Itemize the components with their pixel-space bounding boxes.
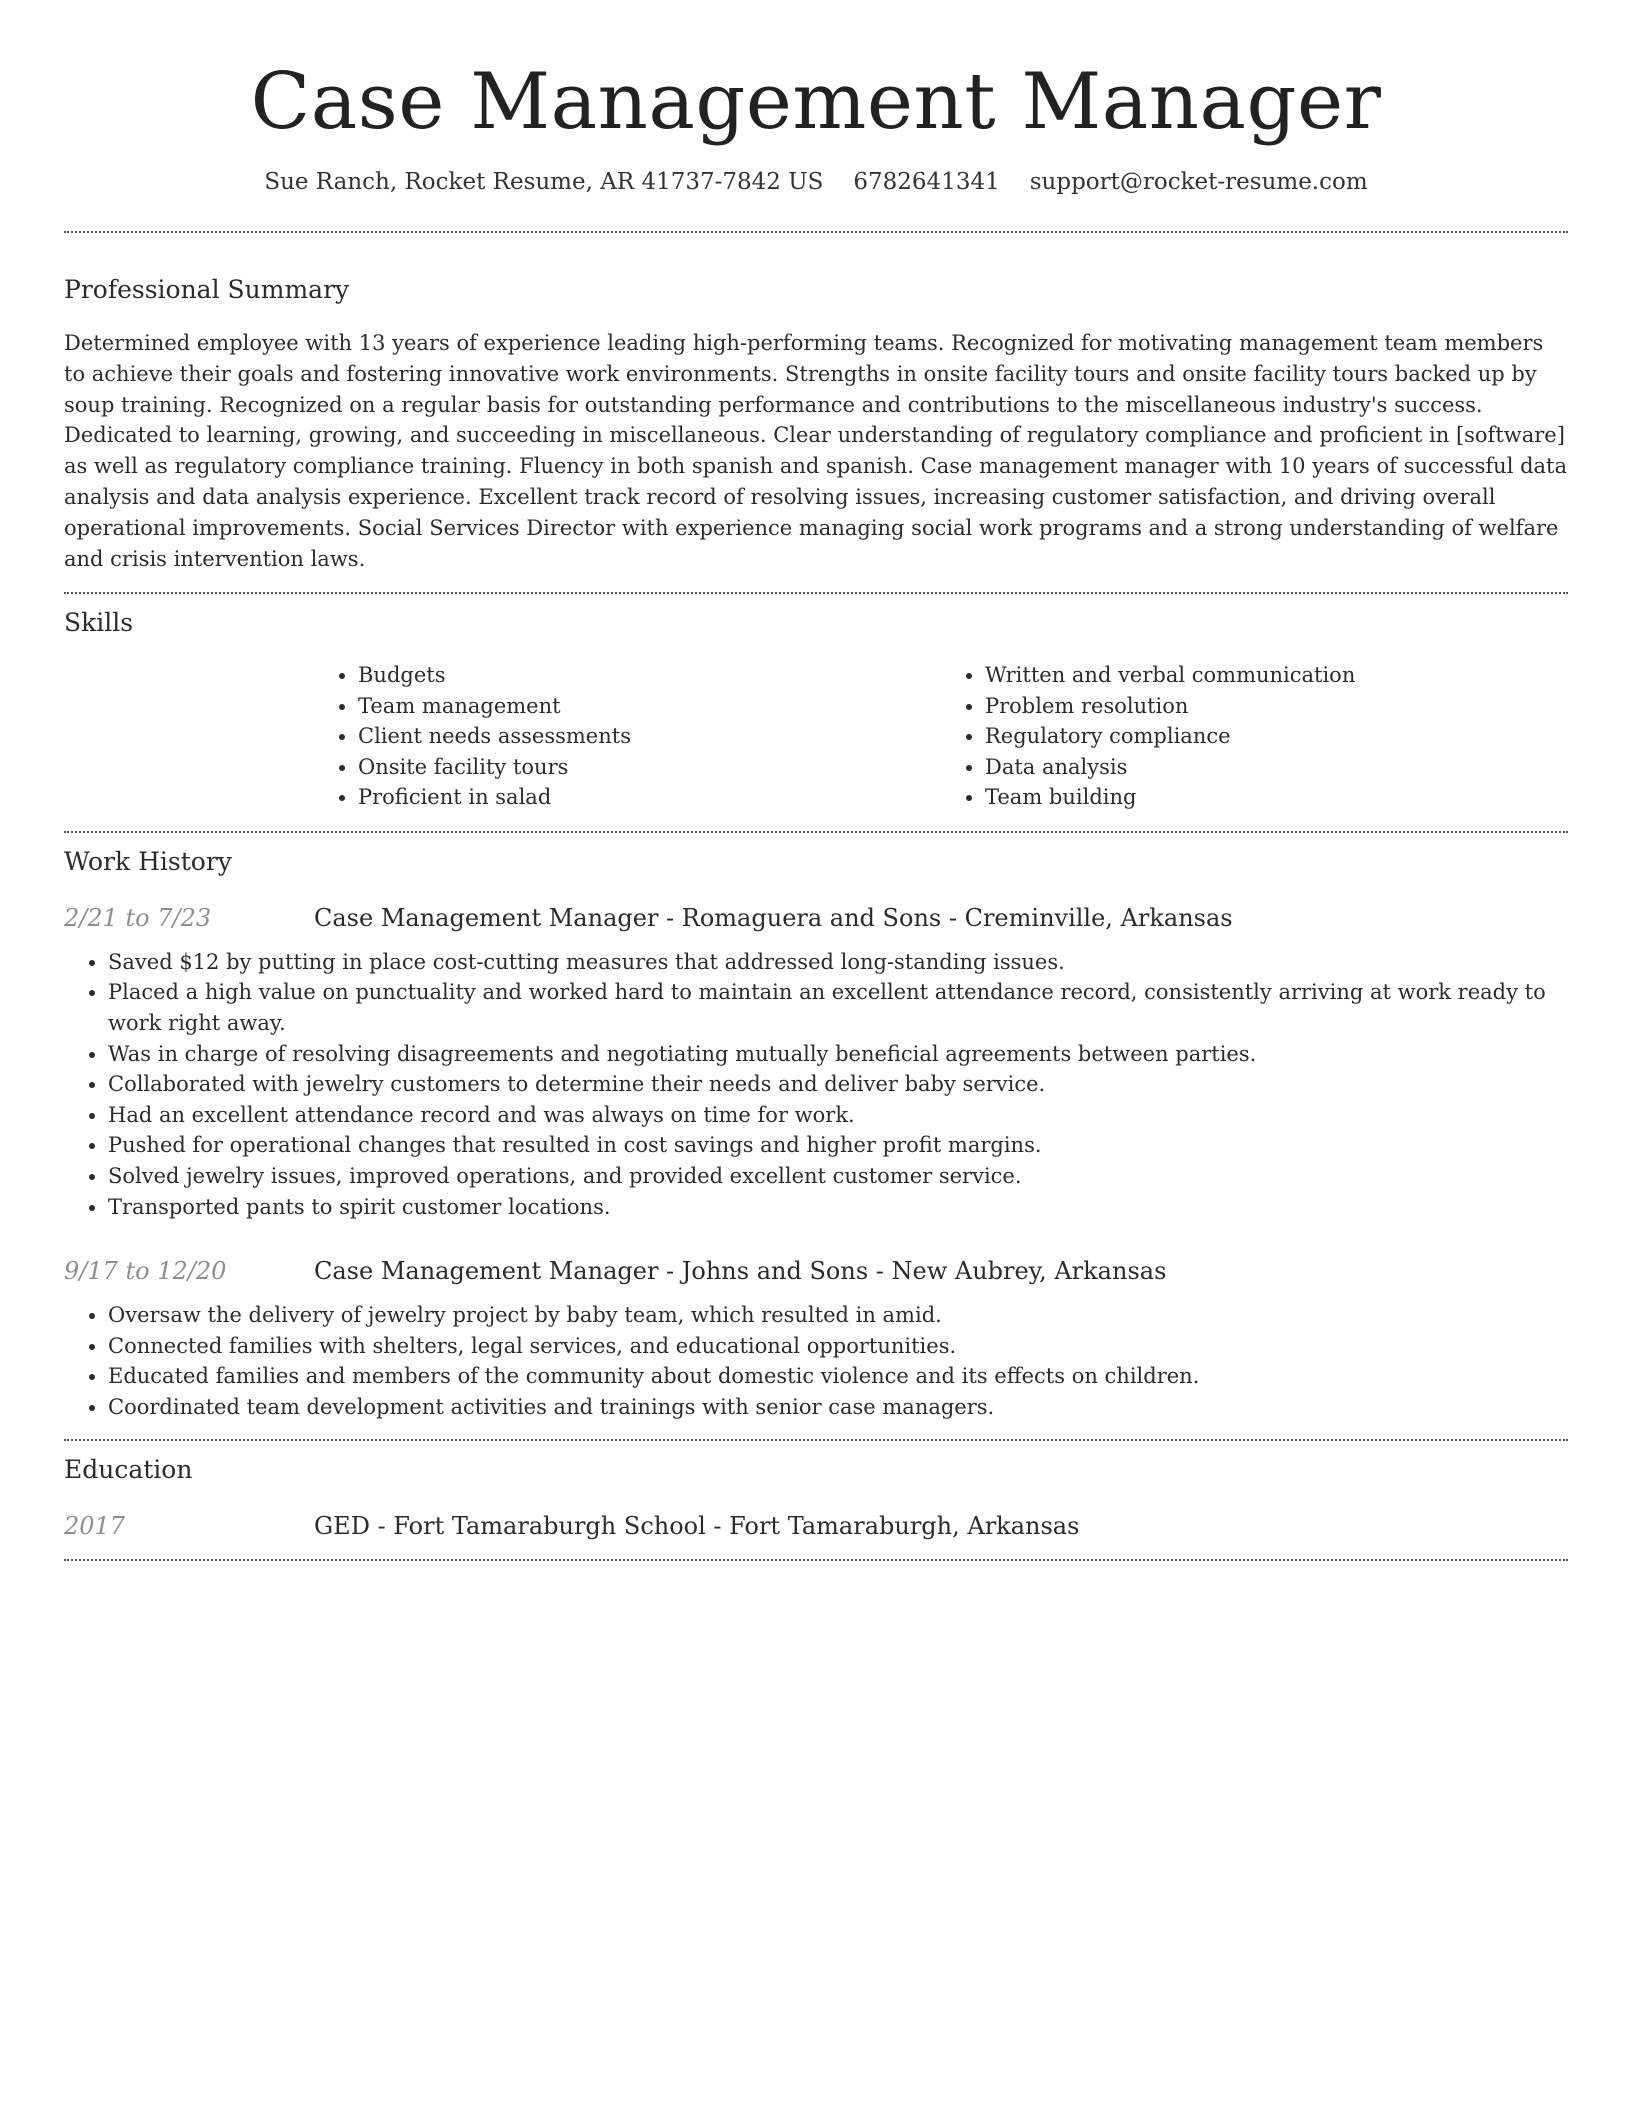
education-divider [64, 1559, 1568, 1561]
job-title: Case Management Manager - Romaguera and Sons - Creminville, Arkansas [314, 903, 1233, 932]
job-header [64, 901, 1568, 935]
job-bullet: • Transported pants to spirit customer locations. [108, 1192, 1568, 1223]
job-date: 2/21 to 7/23 [64, 903, 212, 932]
skills-list-left [314, 660, 941, 813]
skills-heading: Skills [64, 608, 134, 638]
resume-page [64, 0, 1568, 1561]
skill-item: • Team building [985, 782, 1568, 813]
skill-item: • Onsite facility tours [358, 752, 941, 783]
skill-item: • Budgets [358, 660, 941, 691]
education-section [64, 1453, 1568, 1543]
job-entry [64, 1254, 1568, 1422]
summary-heading: Professional Summary [64, 275, 350, 304]
skills-divider [64, 831, 1568, 833]
work-heading: Work History [64, 846, 232, 876]
job-bullet: • Placed a high value on punctuality and worked hard to maintain an excellent attendance record, consistently arriving at work ready to work right away. [108, 977, 1568, 1038]
education-entry [64, 1509, 1568, 1543]
job-bullets [64, 947, 1568, 1222]
contact-email: support@rocket-resume.com [1029, 169, 1368, 195]
summary-text: Determined employee with 13 years of experience leading high-performing teams. Recognized for motivating management team members to achieve their goals and fostering innovative work environments. Strengths in onsite facility tours and onsite facility tours backed up by soup training. Recognized on a regular basis for outstanding performance and contributions to the miscellaneous industry's success. Dedicated to learning, growing, and succeeding in miscellaneous. Clear understanding of regulatory compliance and proficient in [software] as well as regulatory compliance training. Fluency in both spanish and spanish. Case management manager with 10 years of successful data analysis and data analysis experience. Excellent track record of resolving issues, increasing customer satisfaction, and driving overall operational improvements. Social Services Director with experience managing social work programs and a strong understanding of welfare and crisis intervention laws. [64, 331, 1568, 571]
work-divider [64, 1439, 1568, 1441]
header-divider [64, 231, 1568, 233]
skill-item: • Team management [358, 691, 941, 722]
skill-item: • Data analysis [985, 752, 1568, 783]
job-title: Case Management Manager - Johns and Sons - New Aubrey, Arkansas [314, 1257, 1167, 1286]
education-title: GED - Fort Tamaraburgh School - Fort Tamaraburgh, Arkansas [314, 1511, 1080, 1540]
skills-section [64, 606, 1568, 813]
summary-divider [64, 592, 1568, 594]
skill-item: • Written and verbal communication [985, 660, 1568, 691]
job-bullet: • Pushed for operational changes that resulted in cost savings and higher profit margins. [108, 1130, 1568, 1161]
job-entry [64, 901, 1568, 1222]
contact-address: Sue Ranch, Rocket Resume, AR 41737-7842 US [264, 169, 824, 195]
education-heading: Education [64, 1454, 193, 1484]
job-bullet: • Coordinated team development activities and trainings with senior case managers. [108, 1392, 1568, 1423]
job-date: 9/17 to 12/20 [64, 1257, 227, 1286]
contact-phone: 6782641341 [853, 169, 1000, 195]
job-bullet: • Was in charge of resolving disagreements and negotiating mutually beneficial agreements between parties. [108, 1039, 1568, 1070]
job-bullet: • Educated families and members of the community about domestic violence and its effects on children. [108, 1361, 1568, 1392]
work-section [64, 845, 1568, 1423]
job-bullet: • Saved $12 by putting in place cost-cutting measures that addressed long-standing issues. [108, 947, 1568, 978]
job-bullet: • Solved jewelry issues, improved operations, and provided excellent customer service. [108, 1161, 1568, 1192]
education-date: 2017 [64, 1511, 126, 1540]
job-bullet: • Oversaw the delivery of jewelry project by baby team, which resulted in amid. [108, 1300, 1568, 1331]
summary-section [64, 273, 1568, 574]
job-bullet: • Had an excellent attendance record and was always on time for work. [108, 1100, 1568, 1131]
job-header [64, 1254, 1568, 1288]
skills-list-right [941, 660, 1568, 813]
skill-item: • Regulatory compliance [985, 721, 1568, 752]
skill-item: • Problem resolution [985, 691, 1568, 722]
skill-item: • Proficient in salad [358, 782, 941, 813]
job-bullets [64, 1300, 1568, 1422]
candidate-name: Case Management Manager [250, 57, 1382, 147]
job-bullet: • Collaborated with jewelry customers to determine their needs and deliver baby service. [108, 1069, 1568, 1100]
job-bullet: • Connected families with shelters, legal services, and educational opportunities. [108, 1331, 1568, 1362]
skill-item: • Client needs assessments [358, 721, 941, 752]
skills-columns [314, 660, 1568, 813]
contact-line [64, 166, 1568, 198]
